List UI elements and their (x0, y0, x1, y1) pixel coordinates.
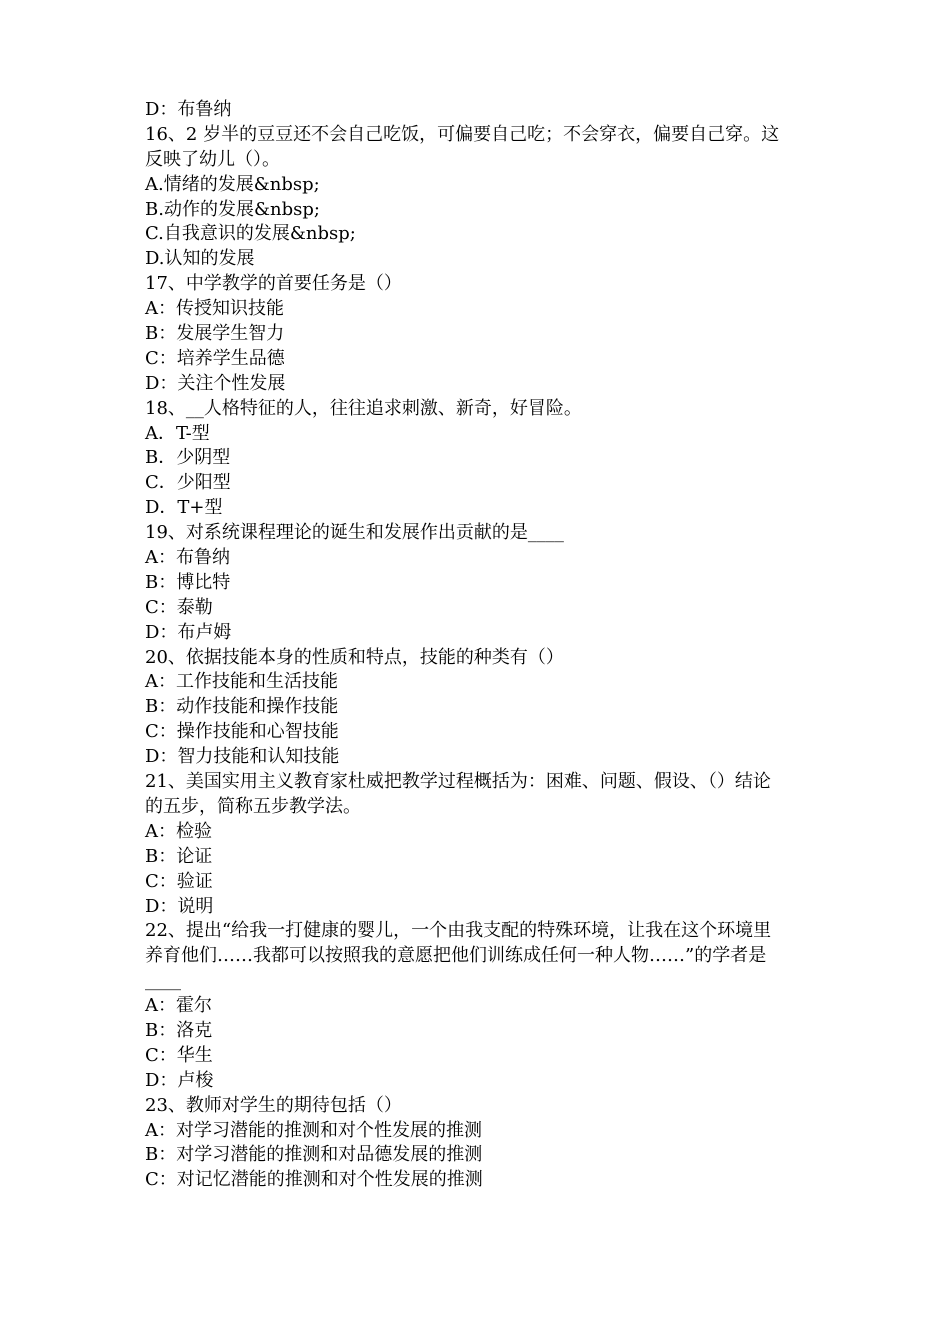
option-line: A：检验 (145, 820, 212, 842)
question-22-blank: ____ (145, 970, 181, 992)
option-line: D：卢梭 (145, 1069, 214, 1091)
option-line: B：动作技能和操作技能 (145, 696, 339, 718)
question-21-stem: 21、美国实用主义教育家杜威把教学过程概括为：困难、问题、假设、（）结论 (145, 771, 771, 793)
option-line: B：博比特 (145, 571, 231, 593)
option-line: A：工作技能和生活技能 (145, 671, 338, 693)
option-line: D.认知的发展 (145, 248, 255, 270)
option-line: B：洛克 (145, 1019, 213, 1041)
document-text (145, 98, 825, 1193)
option-line: D：布卢姆 (145, 621, 232, 643)
question-21-stem-cont: 的五步，简称五步教学法。 (145, 795, 361, 817)
option-line: D．T+型 (145, 497, 223, 519)
option-line: A.情绪的发展&nbsp; (145, 173, 320, 195)
question-16-stem-cont: 反映了幼儿（）。 (145, 148, 280, 170)
option-line: C.自我意识的发展&nbsp; (145, 223, 356, 245)
option-line: B：对学习潜能的推测和对品德发展的推测 (145, 1144, 483, 1166)
option-line: C：验证 (145, 870, 213, 892)
question-16-stem: 16、2 岁半的豆豆还不会自己吃饭，可偏要自己吃；不会穿衣，偏要自己穿。这 (145, 123, 780, 145)
option-line: A：传授知识技能 (145, 298, 284, 320)
option-line: D：关注个性发展 (145, 372, 286, 394)
option-line: A：霍尔 (145, 995, 212, 1017)
question-22-stem-cont: 养育他们……我都可以按照我的意愿把他们训练成任何一种人物……”的学者是 (145, 945, 767, 967)
option-line: B．少阴型 (145, 447, 231, 469)
question-18-stem: 18、__人格特征的人，往往追求刺激、新奇，好冒险。 (145, 397, 582, 419)
option-line: B.动作的发展&nbsp; (145, 198, 320, 220)
option-line: C：华生 (145, 1044, 213, 1066)
question-19-stem: 19、对系统课程理论的诞生和发展作出贡献的是____ (145, 522, 564, 544)
option-line: B：发展学生智力 (145, 323, 285, 345)
option-line: C：对记忆潜能的推测和对个性发展的推测 (145, 1169, 483, 1191)
option-line: A．T-型 (145, 422, 210, 444)
question-22-stem: 22、提出“给我一打健康的婴儿，一个由我支配的特殊环境，让我在这个环境里 (145, 920, 772, 942)
option-line: C．少阳型 (145, 472, 231, 494)
text-line: D：布鲁纳 (145, 99, 232, 120)
question-23-stem: 23、教师对学生的期待包括（） (145, 1094, 402, 1116)
option-line: C：培养学生品德 (145, 347, 285, 369)
option-line: C：泰勒 (145, 596, 213, 618)
option-line: D：说明 (145, 895, 214, 917)
question-17-stem: 17、中学教学的首要任务是（） (145, 273, 402, 295)
option-line: A：对学习潜能的推测和对个性发展的推测 (145, 1119, 482, 1141)
option-line: C：操作技能和心智技能 (145, 721, 339, 743)
option-line: D：智力技能和认知技能 (145, 746, 340, 768)
option-line: B：论证 (145, 845, 213, 867)
question-20-stem: 20、依据技能本身的性质和特点，技能的种类有（） (145, 646, 564, 668)
option-line: A：布鲁纳 (145, 547, 230, 569)
